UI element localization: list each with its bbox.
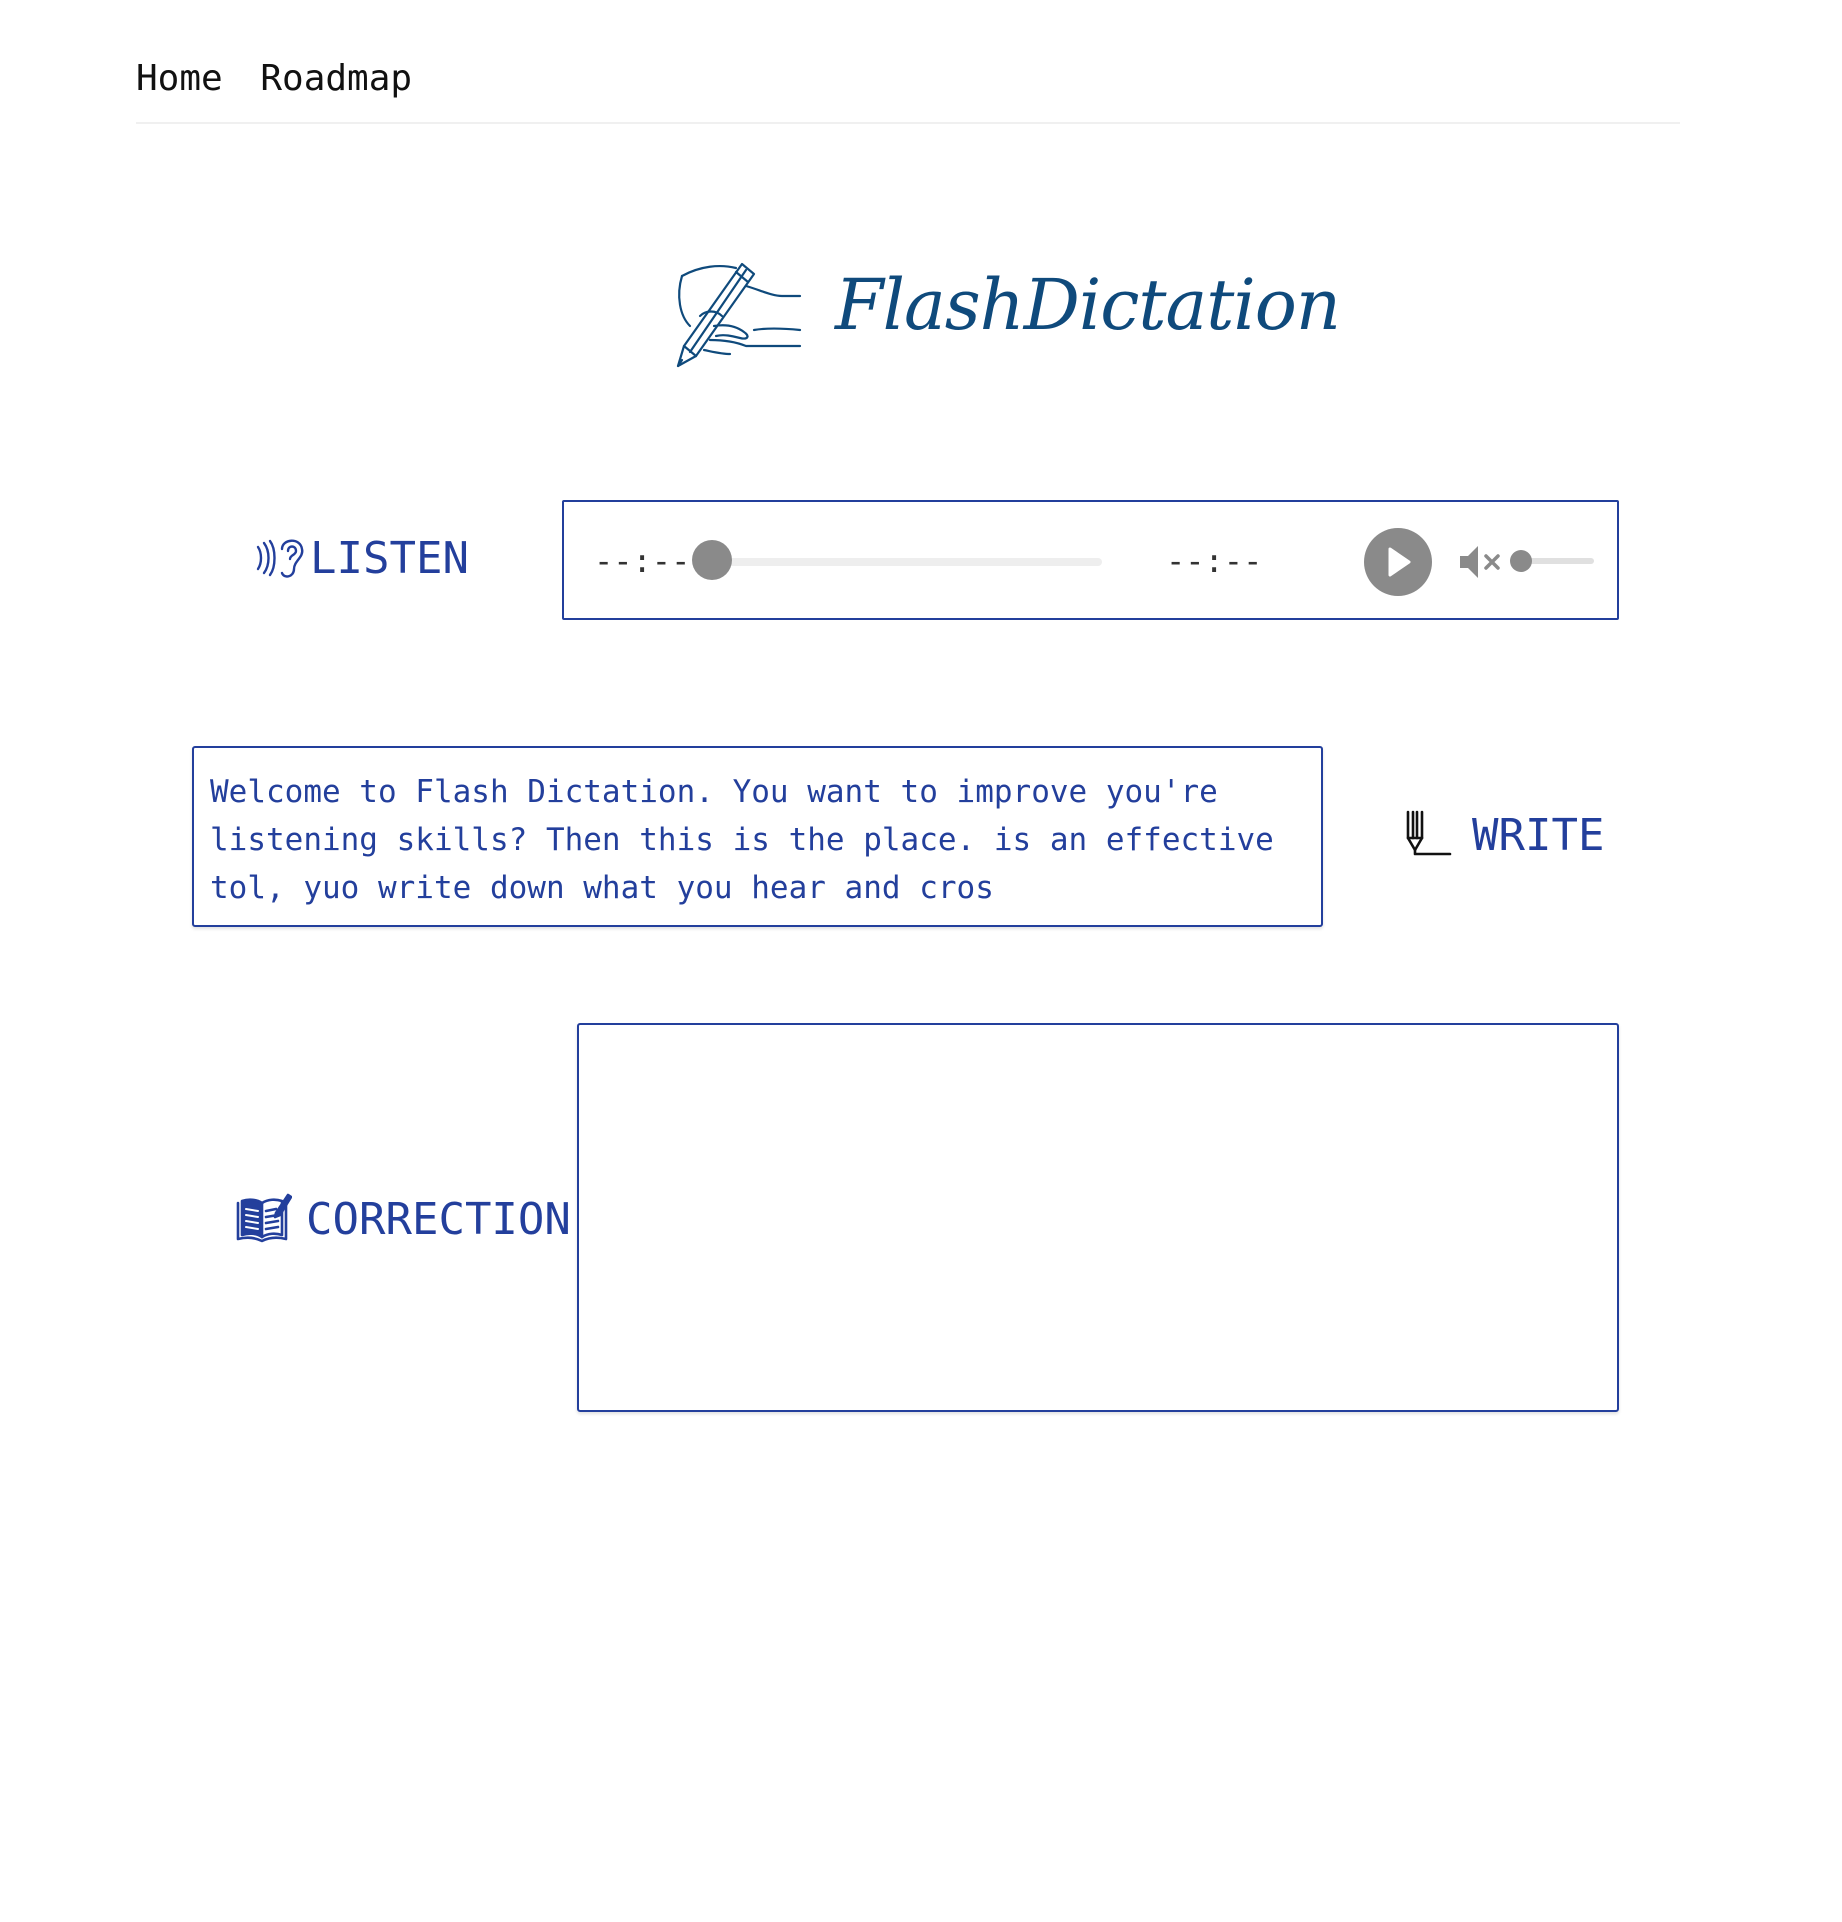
audio-player xyxy=(562,500,1619,620)
current-time: --:-- xyxy=(594,542,691,580)
site-logo xyxy=(670,256,1341,376)
dictation-input[interactable] xyxy=(192,746,1323,927)
book-correction-icon xyxy=(236,1193,292,1245)
hand-writing-pencil-icon xyxy=(670,256,802,368)
pencil-writing-icon xyxy=(1404,810,1454,860)
play-icon xyxy=(1384,546,1412,578)
play-button[interactable] xyxy=(1364,528,1432,596)
write-label-text: WRITE xyxy=(1472,809,1605,861)
duration-time: --:-- xyxy=(1166,542,1263,580)
volume-muted-icon[interactable] xyxy=(1458,542,1506,582)
write-label xyxy=(1404,800,1604,870)
logo-text: FlashDictation xyxy=(835,264,1341,346)
listen-label xyxy=(254,528,469,588)
correction-label-text: CORRECTION xyxy=(306,1193,571,1245)
top-nav xyxy=(136,52,1680,124)
nav-link-home[interactable]: Home xyxy=(136,58,223,99)
volume-thumb[interactable] xyxy=(1510,550,1532,572)
correction-output xyxy=(577,1023,1619,1412)
nav-link-roadmap[interactable]: Roadmap xyxy=(260,58,413,99)
progress-thumb[interactable] xyxy=(692,540,732,580)
correction-label xyxy=(236,1184,571,1254)
progress-track[interactable] xyxy=(702,558,1102,566)
listen-label-text: LISTEN xyxy=(310,532,469,584)
ear-listening-icon xyxy=(254,535,310,581)
